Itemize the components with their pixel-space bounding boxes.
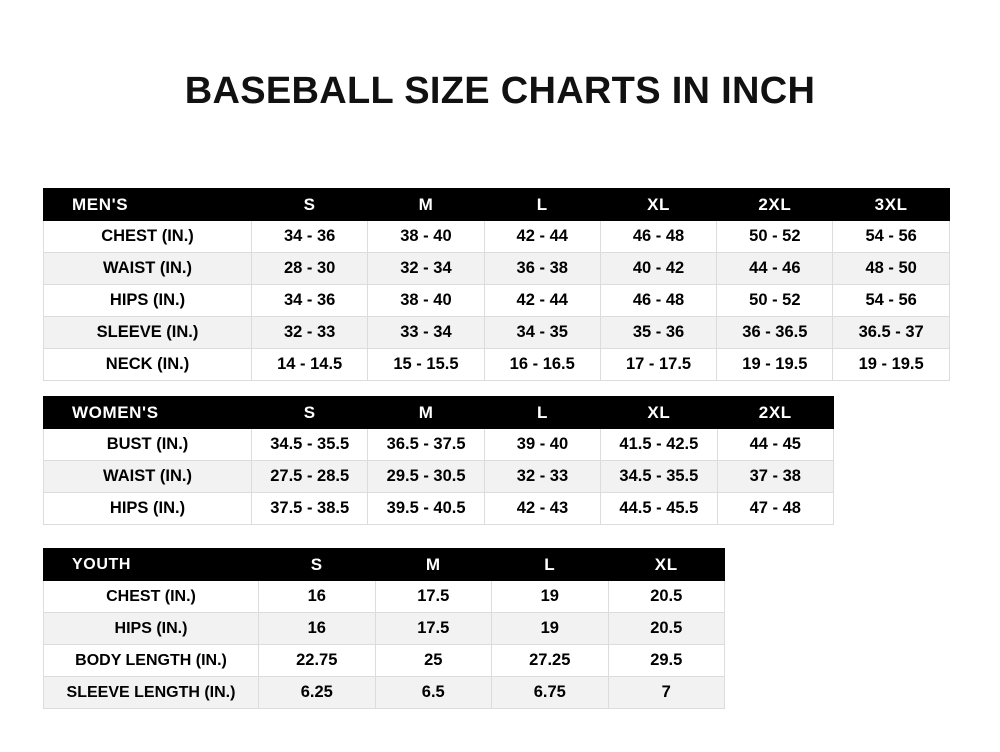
table-row <box>44 317 950 349</box>
table-cell: 17 - 17.5 <box>600 349 716 381</box>
row-label: NECK (IN.) <box>44 349 252 381</box>
table-header-row <box>44 189 950 221</box>
table-cell: 36.5 - 37.5 <box>368 429 484 461</box>
row-label: BUST (IN.) <box>44 429 252 461</box>
table-row <box>44 493 834 525</box>
table-cell: 19 - 19.5 <box>717 349 833 381</box>
table-cell: 37.5 - 38.5 <box>252 493 368 525</box>
page-title: BASEBALL SIZE CHARTS IN INCH <box>184 70 816 112</box>
table-cell: 38 - 40 <box>368 221 484 253</box>
table-cell: 37 - 38 <box>717 461 833 493</box>
table-cell: 20.5 <box>608 613 725 645</box>
table-cell: 14 - 14.5 <box>252 349 368 381</box>
row-label: SLEEVE LENGTH (IN.) <box>44 677 259 709</box>
table-cell: 27.25 <box>492 645 609 677</box>
table-row <box>44 285 950 317</box>
mens-size-table <box>43 188 950 381</box>
table-cell: 29.5 <box>608 645 725 677</box>
table-cell: 36.5 - 37 <box>833 317 949 349</box>
table-header-cell: 2XL <box>717 397 833 429</box>
table-cell: 15 - 15.5 <box>368 349 484 381</box>
row-label: WAIST (IN.) <box>44 253 252 285</box>
table-cell: 17.5 <box>375 613 492 645</box>
table-cell: 6.75 <box>492 677 609 709</box>
table-row <box>44 645 725 677</box>
table-cell: 44 - 46 <box>717 253 833 285</box>
table-cell: 46 - 48 <box>600 285 716 317</box>
table-header-cell: M <box>368 189 484 221</box>
table-row <box>44 581 725 613</box>
table-cell: 44 - 45 <box>717 429 833 461</box>
table-row <box>44 677 725 709</box>
table-cell: 34.5 - 35.5 <box>252 429 368 461</box>
table-cell: 50 - 52 <box>717 285 833 317</box>
table-cell: 42 - 44 <box>484 221 600 253</box>
table-cell: 16 <box>259 613 376 645</box>
table-cell: 46 - 48 <box>600 221 716 253</box>
table-cell: 34 - 35 <box>484 317 600 349</box>
table-header-cell: YOUTH <box>44 549 259 581</box>
table-cell: 33 - 34 <box>368 317 484 349</box>
table-header-cell: M <box>368 397 484 429</box>
table-cell: 42 - 44 <box>484 285 600 317</box>
womens-size-table <box>43 396 834 525</box>
table-header-cell: WOMEN'S <box>44 397 252 429</box>
table-row <box>44 221 950 253</box>
row-label: SLEEVE (IN.) <box>44 317 252 349</box>
table-cell: 42 - 43 <box>484 493 600 525</box>
table-cell: 50 - 52 <box>717 221 833 253</box>
table-cell: 16 <box>259 581 376 613</box>
table-cell: 34 - 36 <box>252 221 368 253</box>
table-header-cell: L <box>484 189 600 221</box>
table-cell: 19 <box>492 581 609 613</box>
row-label: BODY LENGTH (IN.) <box>44 645 259 677</box>
row-label: HIPS (IN.) <box>44 285 252 317</box>
table-cell: 54 - 56 <box>833 285 949 317</box>
row-label: HIPS (IN.) <box>44 613 259 645</box>
row-label: CHEST (IN.) <box>44 221 252 253</box>
table-header-cell: L <box>484 397 600 429</box>
table-header-cell: S <box>252 397 368 429</box>
table-cell: 38 - 40 <box>368 285 484 317</box>
table-cell: 19 - 19.5 <box>833 349 949 381</box>
table-header-cell: MEN'S <box>44 189 252 221</box>
table-cell: 20.5 <box>608 581 725 613</box>
table-cell: 27.5 - 28.5 <box>252 461 368 493</box>
table-header-cell: XL <box>601 397 717 429</box>
table-cell: 36 - 36.5 <box>717 317 833 349</box>
table-cell: 6.25 <box>259 677 376 709</box>
table-cell: 34 - 36 <box>252 285 368 317</box>
row-label: CHEST (IN.) <box>44 581 259 613</box>
table-cell: 16 - 16.5 <box>484 349 600 381</box>
table-header-cell: XL <box>600 189 716 221</box>
table-header-row <box>44 549 725 581</box>
table-cell: 41.5 - 42.5 <box>601 429 717 461</box>
table-cell: 48 - 50 <box>833 253 949 285</box>
table-cell: 17.5 <box>375 581 492 613</box>
table-cell: 29.5 - 30.5 <box>368 461 484 493</box>
table-cell: 36 - 38 <box>484 253 600 285</box>
table-header-cell: XL <box>608 549 725 581</box>
table-row <box>44 461 834 493</box>
table-cell: 32 - 33 <box>484 461 600 493</box>
table-cell: 54 - 56 <box>833 221 949 253</box>
table-cell: 34.5 - 35.5 <box>601 461 717 493</box>
table-cell: 40 - 42 <box>600 253 716 285</box>
table-header-cell: S <box>252 189 368 221</box>
table-header-cell: L <box>492 549 609 581</box>
table-header-cell: S <box>259 549 376 581</box>
youth-size-table <box>43 548 725 709</box>
table-cell: 39.5 - 40.5 <box>368 493 484 525</box>
table-header-cell: 2XL <box>717 189 833 221</box>
table-cell: 28 - 30 <box>252 253 368 285</box>
table-cell: 7 <box>608 677 725 709</box>
table-cell: 39 - 40 <box>484 429 600 461</box>
table-cell: 32 - 33 <box>252 317 368 349</box>
table-row <box>44 429 834 461</box>
table-cell: 22.75 <box>259 645 376 677</box>
table-header-row <box>44 397 834 429</box>
table-cell: 32 - 34 <box>368 253 484 285</box>
table-cell: 44.5 - 45.5 <box>601 493 717 525</box>
table-row <box>44 349 950 381</box>
table-header-cell: 3XL <box>833 189 949 221</box>
table-cell: 6.5 <box>375 677 492 709</box>
table-header-cell: M <box>375 549 492 581</box>
table-cell: 19 <box>492 613 609 645</box>
row-label: HIPS (IN.) <box>44 493 252 525</box>
table-cell: 47 - 48 <box>717 493 833 525</box>
row-label: WAIST (IN.) <box>44 461 252 493</box>
table-row <box>44 613 725 645</box>
table-cell: 25 <box>375 645 492 677</box>
table-row <box>44 253 950 285</box>
table-cell: 35 - 36 <box>600 317 716 349</box>
